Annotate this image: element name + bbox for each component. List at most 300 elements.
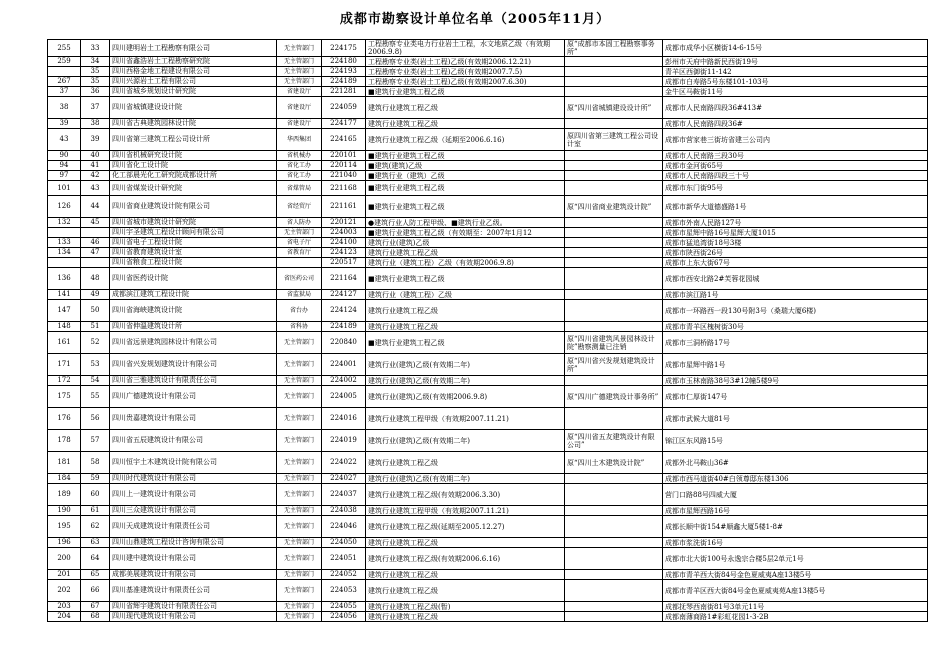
supervising-department: 无主管部门 [277,228,322,238]
table-row [48,570,928,580]
former-name-note [565,248,663,258]
table-row [48,354,928,376]
certificate-code: 224022 [322,452,366,474]
sequence-number: 47 [81,248,110,258]
certificate-code: 224175 [322,40,366,57]
certificate-code: 220517 [322,258,366,268]
row-number: 148 [48,322,81,332]
qualification: 建筑行业建筑工程乙级 [366,580,565,602]
qualification: ■建筑行业建筑工程乙级 [366,196,565,218]
certificate-code: 221168 [322,181,366,196]
unit-name: 四川省伸溫建筑设计所 [110,322,277,332]
certificate-code: 224055 [322,602,366,612]
supervising-department: 省建设厅 [277,119,322,129]
supervising-department: 无主管部门 [277,484,322,506]
table-row [48,57,928,67]
sequence-number: 36 [81,87,110,97]
certificate-code: 224016 [322,408,366,430]
unit-name: 四川西格金地工程建设有限公司 [110,67,277,77]
certificate-code: 220114 [322,161,366,171]
qualification: ■建筑行业建筑工程乙级 [366,268,565,290]
row-number: 171 [48,354,81,376]
row-number: 178 [48,430,81,452]
table-row [48,322,928,332]
qualification: 建筑行业建筑工程乙级 [366,322,565,332]
former-name-note [565,602,663,612]
address: 彭州市天府中路新民西街19号 [663,57,928,67]
sequence-number: 40 [81,151,110,161]
unit-name: 成都美展建筑设计有限公司 [110,570,277,580]
qualification: ■建筑行业建筑工程乙级 [366,151,565,161]
unit-name: 四川建中建筑设计有限公司 [110,548,277,570]
qualification: 建筑行业(建筑)乙级(有效期2006.9.8) [366,386,565,408]
supervising-department: 华西集团 [277,129,322,151]
qualification: 建筑行业建筑工程乙级(有效期2006.3.30) [366,484,565,506]
row-number: 132 [48,218,81,228]
unit-name: 四川贵嘉建筑设计有限公司 [110,408,277,430]
former-name-note [565,484,663,506]
table-row [48,119,928,129]
address: 营门口路88号四威大厦 [663,484,928,506]
address: 成都市金河街65号 [663,161,928,171]
table-row [48,151,928,161]
qualification: 建筑行业建筑工程乙级 [366,97,565,119]
sequence-number: 60 [81,484,110,506]
sequence-number: 38 [81,119,110,129]
row-number: 37 [48,87,81,97]
certificate-code: 224165 [322,129,366,151]
qualification: 建筑行业(建筑)乙级(有效期二年) [366,354,565,376]
table-row [48,248,928,258]
sequence-number: 46 [81,238,110,248]
table-row [48,408,928,430]
sequence-number: 37 [81,97,110,119]
former-name-note [565,171,663,181]
former-name-note [565,87,663,97]
address: 成都市人民南路三段30号 [663,151,928,161]
certificate-code: 220101 [322,151,366,161]
certificate-code: 224037 [322,484,366,506]
table-row [48,538,928,548]
former-name-note: 原四川省第三建筑工程公司设计室 [565,129,663,151]
address: 成都市滨江路1号 [663,290,928,300]
sequence-number: 62 [81,516,110,538]
unit-name: 四川恒宇土木建筑设计院有限公司 [110,452,277,474]
qualification: 建筑行业建筑工程甲级（有效期2007.11.21) [366,506,565,516]
address: 成都市白寿路5号东楼101-103号 [663,77,928,87]
table-row [48,268,928,290]
unit-name: 四川省城乡规划设计研究院 [110,87,277,97]
unit-name: 四川省海峡建筑设计院 [110,300,277,322]
certificate-code: 224052 [322,570,366,580]
table-row [48,258,928,268]
former-name-note: 原“四川广德建筑设计事务所” [565,386,663,408]
table-row [48,612,928,622]
unit-name: 四川省鑫浩岩土工程勘察研究院 [110,57,277,67]
address: 成都市人民南路四段36#413# [663,97,928,119]
address: 成都市青羊区西大街84号金色夏威夷苑A座13楼5号 [663,580,928,602]
address: 青羊区西御街11-142 [663,67,928,77]
unit-name: 四川基准建筑设计有限责任公司 [110,580,277,602]
supervising-department: 省电子厅 [277,238,322,248]
former-name-note: 原“四川省五友建筑设计有限公司” [565,430,663,452]
unit-name: 四川省兴发规划建筑设计有限公司 [110,354,277,376]
qualification: ■建筑(建筑)乙级 [366,161,565,171]
unit-name: 化工部晨光化工研究院成都设计所 [110,171,277,181]
sequence-number: 49 [81,290,110,300]
former-name-note: 原“四川省兴发规划建筑设计所” [565,354,663,376]
row-number: 189 [48,484,81,506]
address: 成都市一环路西一段130号附3号（桑瑞大厦6楼) [663,300,928,322]
former-name-note [565,57,663,67]
former-name-note [565,516,663,538]
sequence-number: 55 [81,386,110,408]
page-title: 成都市勘察设计单位名单（2005年11月） [339,12,611,27]
unit-name: 成都滨江建筑工程设计院 [110,290,277,300]
table-row [48,376,928,386]
table-row [48,300,928,322]
table-row [48,238,928,248]
supervising-department: 无主管部门 [277,430,322,452]
row-number: 134 [48,248,81,258]
qualification: 建筑行业建筑工程乙级(有效期2006.6.16) [366,548,565,570]
supervising-department: 省科协 [277,322,322,332]
sequence-number: 35 [81,67,110,77]
supervising-department: 省建设厅 [277,87,322,97]
row-number: 43 [48,129,81,151]
sequence-number: 65 [81,570,110,580]
table-row [48,516,928,538]
unit-list-table [47,39,928,622]
sequence-number: 33 [81,40,110,57]
address: 成都市仁厚街147号 [663,386,928,408]
unit-name: 四川省辉宇建筑设计有限责任公司 [110,602,277,612]
qualification: ■建筑行业（建筑）乙级 [366,171,565,181]
address: 金牛区马鞍街11号 [663,87,928,97]
supervising-department [277,258,322,268]
unit-name: 四川宇圣建筑工程设计顾问有限公司 [110,228,277,238]
table-row [48,386,928,408]
unit-name: 四川现代建筑设计有限公司 [110,612,277,622]
row-number: 204 [48,612,81,622]
qualification: 建筑行业建筑工程乙级 [366,570,565,580]
table-row [48,40,928,57]
certificate-code: 221040 [322,171,366,181]
supervising-department: 无主管部门 [277,376,322,386]
table-row [48,67,928,77]
row-number: 175 [48,386,81,408]
table-row [48,218,928,228]
address: 成都市新华大道德盛路1号 [663,196,928,218]
former-name-note [565,612,663,622]
sequence-number: 66 [81,580,110,602]
qualification: 建筑行业建筑工程乙级 [366,452,565,474]
former-name-note [565,268,663,290]
unit-name: 四川省远景建筑园林设计有限公司 [110,332,277,354]
sequence-number [81,258,110,268]
certificate-code: 220840 [322,332,366,354]
former-name-note [565,506,663,516]
table-row [48,77,928,87]
unit-name: 四川省第三建筑工程公司设计所 [110,129,277,151]
table-row [48,332,928,354]
sequence-number: 39 [81,129,110,151]
table-row [48,506,928,516]
certificate-code: 224003 [322,228,366,238]
former-name-note [565,218,663,228]
unit-name: 四川省城市建筑设计研究院 [110,218,277,228]
table-row [48,171,928,181]
address: 成都市陕西街26号 [663,248,928,258]
row-number: 90 [48,151,81,161]
sequence-number: 59 [81,474,110,484]
address: 锦江区东风路15号 [663,430,928,452]
row-number: 201 [48,570,81,580]
table-row [48,484,928,506]
address: 成都市猛追湾街18号3楼 [663,238,928,248]
address: 成都市外南人民路127号 [663,218,928,228]
table-row [48,474,928,484]
unit-name: 四川省古典建筑园林设计院 [110,119,277,129]
row-number: 181 [48,452,81,474]
unit-name: 四川省医药设计院 [110,268,277,290]
qualification: 建筑行业建筑工程乙级 [366,300,565,322]
sequence-number: 43 [81,181,110,196]
supervising-department: 无主管部门 [277,77,322,87]
former-name-note: 原“四川省建筑风景园林设计院”勘察测量已注销 [565,332,663,354]
former-name-note [565,548,663,570]
row-number: 141 [48,290,81,300]
certificate-code: 224059 [322,97,366,119]
sequence-number: 41 [81,161,110,171]
address: 成都市武候大道81号 [663,408,928,430]
qualification: 建筑行业建筑工程乙级(暂) [366,602,565,612]
former-name-note [565,580,663,602]
unit-name: 四川省五辰建筑设计有限公司 [110,430,277,452]
supervising-department: 无主管部门 [277,506,322,516]
address: 成都市成华小区横街14-6-15号 [663,40,928,57]
unit-name: 四川广德建筑设计有限公司 [110,386,277,408]
qualification: 建筑行业建筑工程甲级（有效期2007.11.21) [366,408,565,430]
row-number: 126 [48,196,81,218]
unit-name: 四川省电子工程设计院 [110,238,277,248]
unit-name: 四川省商业建筑设计院有限公司 [110,196,277,218]
unit-name: 四川建明岩土工程勘察有限公司 [110,40,277,57]
sequence-number: 50 [81,300,110,322]
former-name-note: 原“成都市本固工程勘察事务所” [565,40,663,57]
former-name-note [565,228,663,238]
former-name-note: 原“四川省商业建筑设计院” [565,196,663,218]
row-number: 133 [48,238,81,248]
address: 成都市东门街95号 [663,181,928,196]
sequence-number: 45 [81,218,110,228]
address: 成都抚琴西南街81号3单元11号 [663,602,928,612]
row-number: 101 [48,181,81,196]
address: 成都市营家巷三街坊省建三公司内 [663,129,928,151]
supervising-department: 无主管部门 [277,570,322,580]
supervising-department: 无主管部门 [277,40,322,57]
supervising-department: 无主管部门 [277,612,322,622]
sequence-number: 51 [81,322,110,332]
row-number: 136 [48,268,81,290]
qualification: 建筑行业（建筑工程）乙级 [366,290,565,300]
certificate-code: 224123 [322,248,366,258]
address: 成都长顺中街154#顺鑫大厦5楼1-8# [663,516,928,538]
sequence-number: 61 [81,506,110,516]
certificate-code: 224189 [322,322,366,332]
qualification: 工程勘察专业类(岩土工程)乙级(有效期2006.12.21) [366,57,565,67]
row-number: 97 [48,171,81,181]
former-name-note [565,67,663,77]
qualification: 工程勘察专业类(岩土工程)乙级(有效期2007.7.5) [366,67,565,77]
certificate-code: 224002 [322,376,366,386]
qualification: 建筑行业(建筑)乙级 [366,238,565,248]
address: 成都南薄商路1#彩虹花园1-3-2B [663,612,928,622]
address: 成都市青羊西大街84号金色夏威夷A座13楼5号 [663,570,928,580]
supervising-department: 省化工办 [277,171,322,181]
sequence-number: 58 [81,452,110,474]
row-number: 255 [48,40,81,57]
row-number [48,228,81,238]
qualification: ■建筑行业建筑工程乙级 [366,181,565,196]
table-body [48,40,928,622]
unit-name: 四川省粮食工程设计院 [110,258,277,268]
former-name-note [565,258,663,268]
former-name-note [565,181,663,196]
former-name-note [565,119,663,129]
table-row [48,290,928,300]
row-number: 200 [48,548,81,570]
row-number [48,258,81,268]
row-number: 203 [48,602,81,612]
former-name-note: 原“四川省城镇建设设计所” [565,97,663,119]
unit-name: 四川天成建筑设计有限责任公司 [110,516,277,538]
row-number: 202 [48,580,81,602]
sequence-number: 48 [81,268,110,290]
supervising-department: 无主管部门 [277,408,322,430]
supervising-department: 省医药公司 [277,268,322,290]
row-number: 94 [48,161,81,171]
address: 成都市星辉中路16号星辉大厦1015 [663,228,928,238]
certificate-code: 224050 [322,538,366,548]
unit-name: 四川省三雅建筑设计有限责任公司 [110,376,277,386]
certificate-code: 224056 [322,612,366,622]
row-number: 259 [48,57,81,67]
unit-name: 四川上一建筑设计有限公司 [110,484,277,506]
row-number: 267 [48,77,81,87]
row-number: 172 [48,376,81,386]
sequence-number: 42 [81,171,110,181]
table-row [48,602,928,612]
supervising-department: 省机械办 [277,151,322,161]
row-number: 38 [48,97,81,119]
address: 成都市西安北路2#芙蓉花园城 [663,268,928,290]
row-number: 190 [48,506,81,516]
row-number: 184 [48,474,81,484]
certificate-code: 224189 [322,77,366,87]
supervising-department: 无主管部门 [277,354,322,376]
supervising-department: 无主管部门 [277,57,322,67]
supervising-department: 省经贸厅 [277,196,322,218]
table-row [48,129,928,151]
former-name-note [565,300,663,322]
unit-name: 四川时代建筑设计有限公司 [110,474,277,484]
table-row [48,97,928,119]
sequence-number: 68 [81,612,110,622]
former-name-note [565,538,663,548]
address: 成都市星辉西路16号 [663,506,928,516]
qualification: ■建筑行业建筑工程乙级（有效期至：2007年1月12 [366,228,565,238]
former-name-note [565,376,663,386]
table-row [48,87,928,97]
sequence-number: 52 [81,332,110,354]
supervising-department: 省台办 [277,300,322,322]
qualification: 建筑行业建筑工程乙级 [366,612,565,622]
unit-name: 四川省教育建筑设计室 [110,248,277,258]
row-number: 39 [48,119,81,129]
table-row [48,228,928,238]
qualification: ●建筑行业人防工程甲级、■建筑行业乙级。 [366,218,565,228]
sequence-number [81,228,110,238]
supervising-department: 无主管部门 [277,516,322,538]
address: 成都市浆洗街16号 [663,538,928,548]
table-row [48,430,928,452]
supervising-department: 无主管部门 [277,580,322,602]
certificate-code: 224124 [322,300,366,322]
certificate-code: 224046 [322,516,366,538]
address: 成都市人民南路四段三十号 [663,171,928,181]
sequence-number: 44 [81,196,110,218]
row-number: 195 [48,516,81,538]
certificate-code: 224038 [322,506,366,516]
qualification: ■建筑行业建筑工程乙级 [366,87,565,97]
former-name-note [565,570,663,580]
supervising-department: 无主管部门 [277,548,322,570]
certificate-code: 224053 [322,580,366,602]
certificate-code: 224193 [322,67,366,77]
certificate-code: 224019 [322,430,366,452]
unit-name: 四川山鼎建筑工程设计咨询有限公司 [110,538,277,548]
address: 成都市人民南路四段36# [663,119,928,129]
certificate-code: 221164 [322,268,366,290]
unit-name: 四川兴源岩土工程有限公司 [110,77,277,87]
table-row [48,161,928,171]
sequence-number: 35 [81,77,110,87]
sequence-number: 63 [81,538,110,548]
former-name-note [565,77,663,87]
certificate-code: 221161 [322,196,366,218]
supervising-department: 省教育厅 [277,248,322,258]
supervising-department: 无主管部门 [277,538,322,548]
certificate-code: 224100 [322,238,366,248]
sequence-number: 56 [81,408,110,430]
former-name-note [565,151,663,161]
qualification: 建筑行业(建筑)乙级(有效期二年) [366,474,565,484]
former-name-note [565,290,663,300]
certificate-code: 224177 [322,119,366,129]
qualification: 建筑行业(建筑)乙级(有效期二年) [366,430,565,452]
qualification: 建筑行业（建筑工程）乙级（有效期2006.9.8) [366,258,565,268]
supervising-department: 无主管部门 [277,386,322,408]
supervising-department: 省监狱局 [277,290,322,300]
table-row [48,580,928,602]
table-row [48,196,928,218]
row-number: 161 [48,332,81,354]
qualification: 建筑行业建筑工程乙级 [366,119,565,129]
sequence-number: 54 [81,376,110,386]
row-number: 147 [48,300,81,322]
qualification: ■建筑行业建筑工程乙级 [366,332,565,354]
